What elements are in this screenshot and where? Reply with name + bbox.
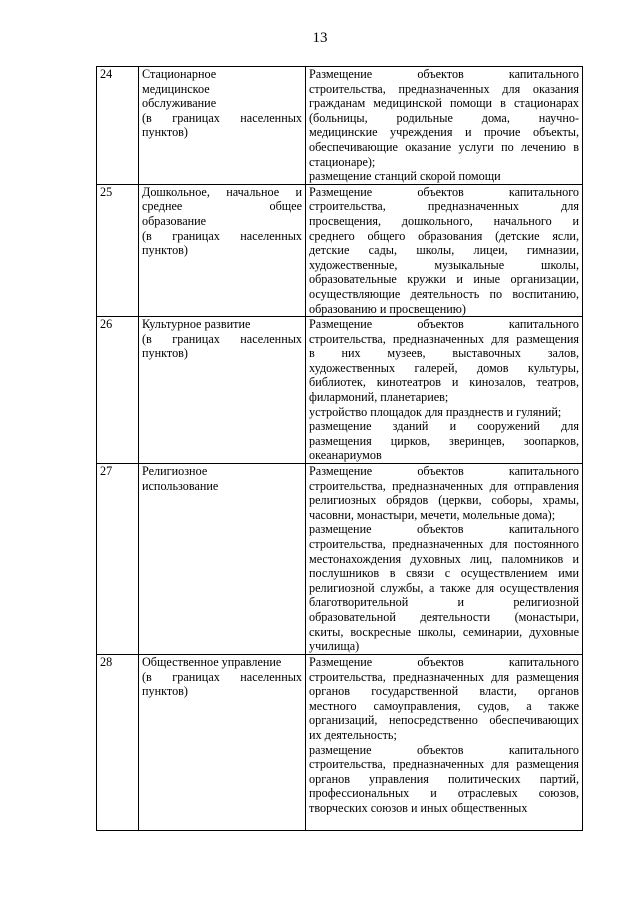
- description-line: строительства, предназначенных для размещения: [309, 669, 579, 684]
- description-line: художественные, музыкальные школы,: [309, 257, 579, 272]
- description-line: просвещения, дошкольного, начального и: [309, 213, 579, 228]
- description-line: строительства, предназначенных для отправления: [309, 478, 579, 493]
- description-line: образовательной деятельности (монастыри,: [309, 610, 579, 625]
- row-number: 25: [100, 184, 113, 199]
- table-row: [97, 184, 583, 316]
- description-line: строительства, предназначенных для постоянного: [309, 537, 579, 552]
- description-line: библиотек, кинотеатров и кинозалов, театров,: [309, 375, 579, 390]
- land-use-type-line: Культурное развитие: [142, 317, 251, 332]
- description-line: строительства, предназначенных для размещения: [309, 331, 579, 346]
- description-line: обеспечивающие оказание услуги по лечению в: [309, 139, 579, 154]
- description-line: в них музеев, выставочных залов,: [309, 346, 579, 361]
- description-line: часовни, монастыри, мечети, молельные дома);: [309, 507, 556, 522]
- description-line: религиозной службы, а также для осуществления: [309, 580, 579, 595]
- description-line: филармоний, планетариев;: [309, 390, 449, 405]
- description-line: среднего общего образования (детские ясли,: [309, 228, 579, 243]
- land-use-type-line: медицинское: [142, 81, 210, 96]
- description-line: местонахождения духовных лиц, паломников и: [309, 551, 579, 566]
- description-line: училища): [309, 639, 360, 654]
- land-use-type-line: пунктов): [142, 684, 188, 699]
- land-use-type-line: (в границах населенных: [142, 669, 302, 684]
- description-line: религиозных обрядов (церкви, соборы, храмы,: [309, 493, 579, 508]
- description-line: устройство площадок для празднеств и гуляний;: [309, 404, 562, 419]
- description-line: организаций, непосредственно обеспечивающих: [309, 713, 579, 728]
- land-use-type-cell: [139, 655, 306, 831]
- description-line: размещение объектов капитального: [309, 522, 579, 537]
- land-use-type-line: образование: [142, 213, 207, 228]
- land-use-type-line: обслуживание: [142, 96, 217, 111]
- description-line: строительства, предназначенных для: [309, 199, 579, 214]
- land-use-type-line: (в границах населенных: [142, 228, 302, 243]
- description-cell: [306, 655, 583, 831]
- description-line: медицинские учреждения и прочие объекты,: [309, 125, 579, 140]
- land-use-type-line: Стационарное: [142, 67, 217, 81]
- description-line: послушников в связи с осуществлением ими: [309, 566, 579, 581]
- description-line: размещение объектов капитального: [309, 742, 579, 757]
- land-use-type-cell: [139, 184, 306, 316]
- description-line: размещение станций скорой помощи: [309, 169, 501, 184]
- land-use-type-line: Дошкольное, начальное и: [142, 184, 302, 199]
- description-cell: [306, 464, 583, 655]
- description-cell: [306, 317, 583, 464]
- description-line: размещение зданий и сооружений для: [309, 419, 579, 434]
- description-line: осуществляющие деятельность по воспитанию,: [309, 286, 579, 301]
- description-line: (больницы, родильные дома, научно-: [309, 110, 579, 125]
- row-number-cell: [97, 67, 139, 185]
- land-use-type-line: среднее общее: [142, 199, 302, 214]
- land-use-type-line: пунктов): [142, 125, 188, 140]
- description-line: гражданам медицинской помощи в стационарах: [309, 96, 579, 111]
- row-number: 26: [100, 317, 113, 332]
- description-line: Размещение объектов капитального: [309, 67, 579, 81]
- land-use-type-line: Религиозное: [142, 464, 208, 479]
- description-line: органов управления политических партий,: [309, 771, 579, 786]
- row-number: 28: [100, 655, 113, 670]
- table-body: [97, 67, 583, 831]
- description-line: Размещение объектов капитального: [309, 317, 579, 332]
- row-number-cell: [97, 464, 139, 655]
- row-number: 27: [100, 464, 113, 479]
- description-line: художественных галерей, домов культуры,: [309, 360, 579, 375]
- description-line: органов государственной власти, органов: [309, 684, 579, 699]
- row-number-cell: [97, 655, 139, 831]
- table-row: [97, 67, 583, 185]
- land-use-type-cell: [139, 464, 306, 655]
- description-line: стационаре);: [309, 154, 376, 169]
- description-line: Размещение объектов капитального: [309, 655, 579, 670]
- description-line: Размещение объектов капитального: [309, 464, 579, 479]
- land-use-type-line: (в границах населенных: [142, 331, 302, 346]
- land-use-type-cell: [139, 317, 306, 464]
- description-line: местного самоуправления, судов, а также: [309, 698, 579, 713]
- land-use-type-line: Общественное управление: [142, 655, 282, 670]
- table-row: [97, 317, 583, 464]
- land-use-type-line: (в границах населенных: [142, 110, 302, 125]
- description-cell: [306, 184, 583, 316]
- description-line: океанариумов: [309, 448, 382, 463]
- description-line: образованию и просвещению): [309, 301, 466, 316]
- description-line: их деятельность;: [309, 728, 397, 743]
- description-line: детские сады, школы, лицеи, гимназии,: [309, 243, 579, 258]
- land-use-type-line: использование: [142, 478, 219, 493]
- description-line: Размещение объектов капитального: [309, 184, 579, 199]
- description-cell: [306, 67, 583, 185]
- description-line: размещения цирков, зверинцев, зоопарков,: [309, 433, 579, 448]
- description-line: образовательные кружки и иные организации,: [309, 272, 579, 287]
- row-number: 24: [100, 67, 113, 81]
- table-row: [97, 655, 583, 831]
- description-line: творческих союзов и иных общественных: [309, 801, 528, 816]
- land-use-type-cell: [139, 67, 306, 185]
- row-number-cell: [97, 184, 139, 316]
- description-line: строительства, предназначенных для размещения: [309, 757, 579, 772]
- land-use-table: [96, 66, 583, 831]
- description-line: строительства, предназначенных для оказания: [309, 81, 579, 96]
- description-line: скиты, воскресные школы, семинарии, духовные: [309, 624, 579, 639]
- table-row: [97, 464, 583, 655]
- page-number: 13: [312, 30, 328, 46]
- description-line: профессиональных и отраслевых союзов,: [309, 786, 579, 801]
- row-number-cell: [97, 317, 139, 464]
- description-line: благотворительной и религиозной: [309, 595, 579, 610]
- land-use-type-line: пунктов): [142, 346, 188, 361]
- land-use-type-line: пунктов): [142, 243, 188, 258]
